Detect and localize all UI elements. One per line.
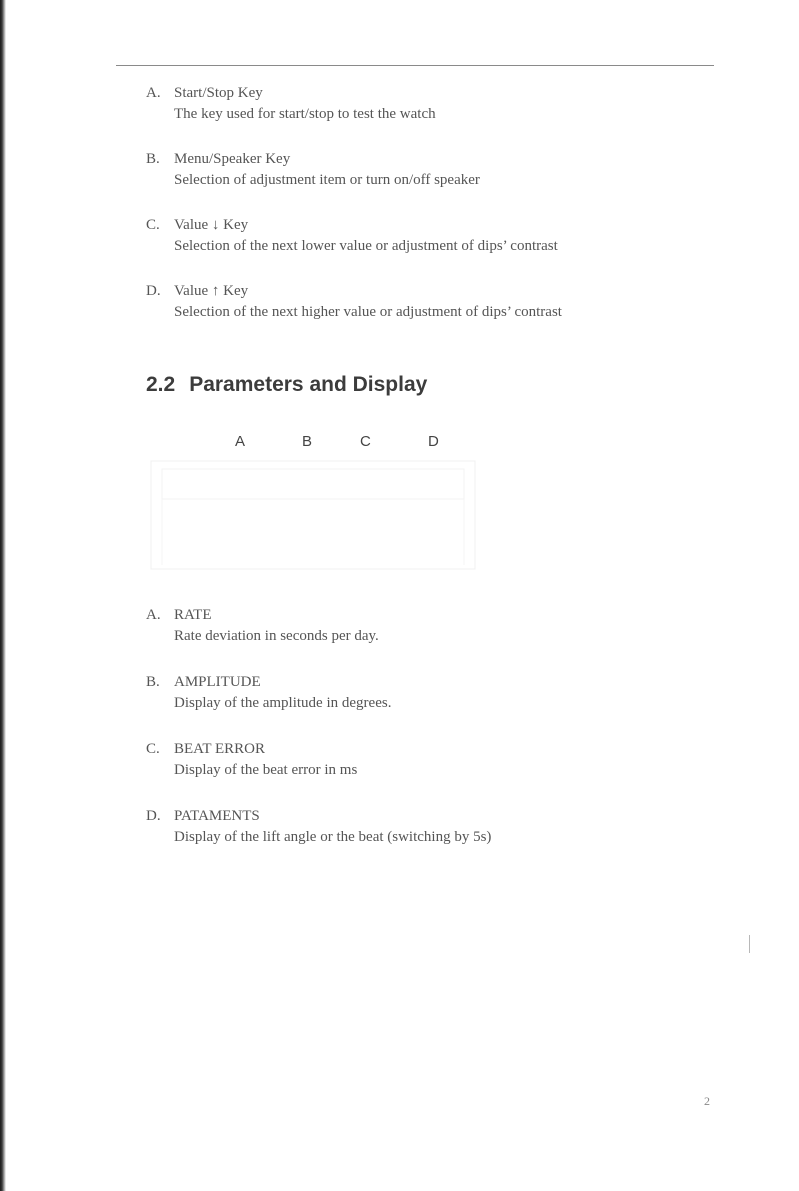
display-label-b: B [302, 433, 313, 450]
section-number: 2.2 [146, 373, 176, 396]
item-title: PATAMENTS [174, 808, 260, 824]
key-item-value-up [146, 281, 562, 323]
item-description: Display of the beat error in ms [174, 762, 358, 778]
top-rule [116, 65, 714, 66]
key-item-value-down [146, 215, 558, 257]
display-label-c: C [360, 433, 371, 450]
param-item-paraments [146, 806, 491, 848]
section-title-text: Parameters and Display [189, 373, 428, 396]
item-title: BEAT ERROR [174, 741, 265, 757]
item-title: RATE [174, 607, 212, 623]
item-description: Selection of the next lower value or adjustment of dips’ contrast [174, 238, 558, 254]
item-title: Start/Stop Key [174, 85, 263, 101]
param-item-rate [146, 605, 379, 647]
item-title: AMPLITUDE [174, 674, 261, 690]
item-letter: D. [146, 808, 161, 824]
key-item-start-stop [146, 83, 436, 125]
display-label-d: D [428, 433, 439, 450]
item-title: Menu/Speaker Key [174, 151, 291, 167]
key-item-menu-speaker [146, 149, 480, 191]
item-description: Selection of adjustment item or turn on/off speaker [174, 172, 480, 188]
page-number: 2 [704, 1094, 710, 1108]
item-title: Value ↑ Key [174, 283, 249, 299]
item-letter: A. [146, 85, 161, 101]
item-description: Rate deviation in seconds per day. [174, 628, 379, 644]
param-item-amplitude [146, 672, 391, 714]
scan-edge-shadow [0, 0, 6, 1191]
item-description: Display of the amplitude in degrees. [174, 695, 392, 711]
item-letter: B. [146, 674, 160, 690]
section-heading [146, 373, 427, 397]
item-description: Selection of the next higher value or adjustment of dips’ contrast [174, 304, 562, 320]
item-title: Value ↓ Key [174, 217, 249, 233]
item-description: The key used for start/stop to test the watch [174, 106, 436, 122]
item-letter: A. [146, 607, 161, 623]
display-labels [0, 433, 799, 455]
item-letter: B. [146, 151, 160, 167]
param-item-beat-error [146, 739, 357, 781]
display-illustration [148, 455, 478, 573]
margin-mark [749, 935, 750, 953]
item-letter: D. [146, 283, 161, 299]
item-letter: C. [146, 741, 160, 757]
item-letter: C. [146, 217, 160, 233]
item-description: Display of the lift angle or the beat (switching by 5s) [174, 829, 492, 845]
display-label-a: A [235, 433, 246, 450]
